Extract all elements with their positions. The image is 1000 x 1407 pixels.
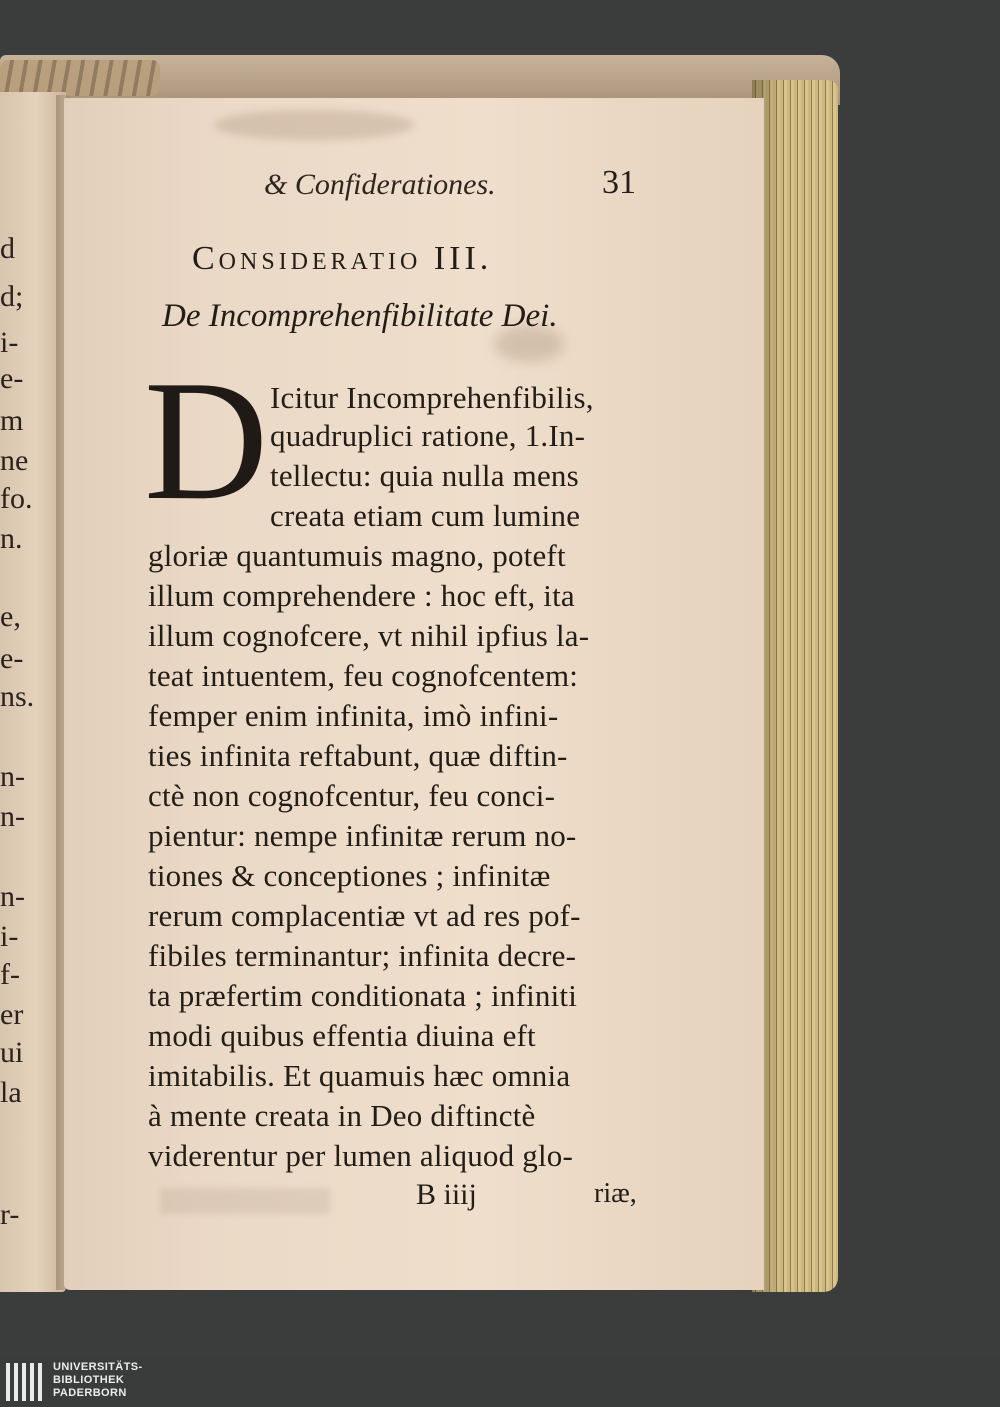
left-page-fragment: e, <box>0 600 21 633</box>
text-line: Icitur Incomprehenfibilis, <box>270 380 594 415</box>
left-page-fragment: ui <box>0 1036 24 1069</box>
drop-cap: D <box>144 346 269 536</box>
left-page-fragment: r- <box>0 1198 20 1231</box>
left-page-fragment: n- <box>0 880 25 913</box>
signature-mark: B iiij <box>416 1178 477 1211</box>
right-page <box>64 98 764 1290</box>
chapter-subtitle: De Incomprehenfibilitate Dei. <box>162 298 558 334</box>
page-stain <box>214 110 414 140</box>
running-head: & Confiderationes. <box>264 168 496 201</box>
left-page-fragment: la <box>0 1076 22 1109</box>
left-page-fragment: d; <box>0 280 24 313</box>
text-line: tellectu: quia nulla mens <box>270 458 579 493</box>
left-page-fragment: m <box>0 404 24 437</box>
left-page-fragment: i- <box>0 920 19 953</box>
text-line: quadruplici ratione, 1.In- <box>270 418 586 453</box>
left-page-fragment: ne <box>0 444 29 477</box>
text-line: pientur: nempe infinitæ rerum no- <box>148 818 577 853</box>
text-line: fibiles terminantur; infinita decre- <box>148 938 577 973</box>
left-page-fragment: e- <box>0 362 24 395</box>
library-logo-icon <box>6 1363 46 1401</box>
left-page-fragment: n- <box>0 760 25 793</box>
text-line: modi quibus effentia diuina eft <box>148 1018 536 1053</box>
binding-cord <box>0 60 160 96</box>
left-page-fragment: fo. <box>0 482 33 515</box>
show-through-text <box>160 1188 330 1214</box>
text-line: à mente creata in Deo diftinctè <box>148 1098 536 1133</box>
text-line: ties infinita reftabunt, quæ diftin- <box>148 738 568 773</box>
left-page-fragment: d <box>0 232 15 265</box>
text-line: gloriæ quantumuis magno, poteft <box>148 538 566 573</box>
text-line: teat intuentem, feu cognofcentem: <box>148 658 579 693</box>
left-page-fragment: i- <box>0 326 19 359</box>
library-footer <box>0 1357 1000 1407</box>
text-line: tiones & conceptiones ; infinitæ <box>148 858 551 893</box>
text-line: illum cognofcere, vt nihil ipfius la- <box>148 618 590 653</box>
text-line: illum comprehendere : hoc eft, ita <box>148 578 575 613</box>
left-page-fragment: er <box>0 998 24 1031</box>
left-page-fragment: e- <box>0 642 24 675</box>
chapter-title: Consideratio III. <box>192 240 493 277</box>
text-line: ta præfertim conditionata ; infiniti <box>148 978 578 1013</box>
left-page-fragment: n- <box>0 800 25 833</box>
left-page-fragment: f- <box>0 958 20 991</box>
left-page-fragment: ns. <box>0 680 35 713</box>
catchword: riæ, <box>594 1178 637 1209</box>
text-line: rerum complacentiæ vt ad res pof- <box>148 898 581 933</box>
text-line: creata etiam cum lumine <box>270 498 581 533</box>
text-line: imitabilis. Et quamuis hæc omnia <box>148 1058 571 1093</box>
library-name-line: BIBLIOTHEK <box>53 1374 125 1386</box>
text-line: femper enim infinita, imò infini- <box>148 698 559 733</box>
text-line: viderentur per lumen aliquod glo- <box>148 1138 573 1173</box>
library-name-line: UNIVERSITÄTS- <box>53 1361 143 1373</box>
text-line: ctè non cognofcentur, feu conci- <box>148 778 556 813</box>
left-page-fragment: n. <box>0 522 23 555</box>
library-name-line: PADERBORN <box>53 1387 127 1399</box>
page-number: 31 <box>602 164 636 201</box>
